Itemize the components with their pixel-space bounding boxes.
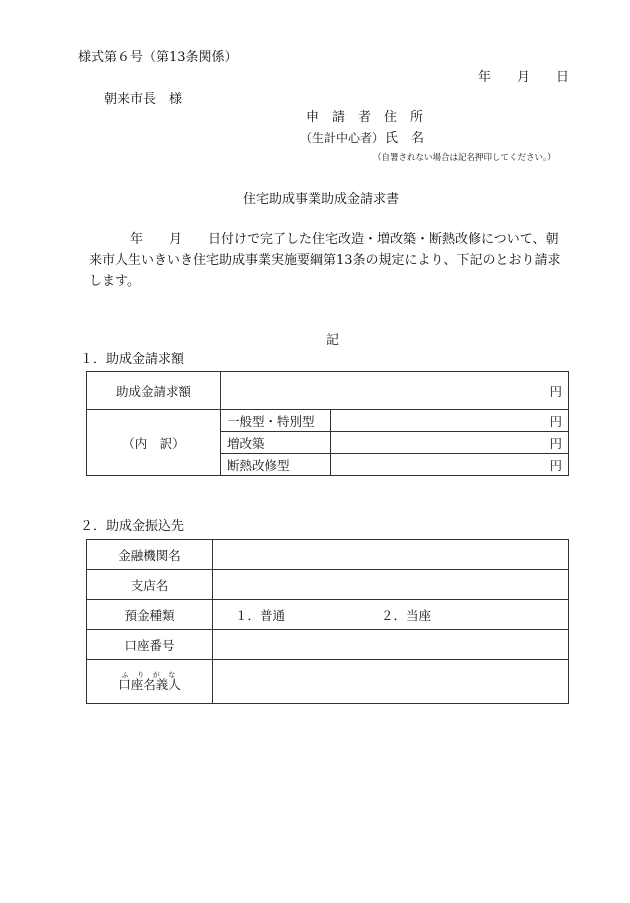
breakdown-item-label: 断熱改修型 — [221, 454, 331, 476]
branch-name-label: 支店名 — [87, 570, 213, 600]
deposit-option-current[interactable]: ２．当座 — [381, 607, 432, 623]
account-holder-label — [87, 660, 213, 704]
body-line-3: します。 — [89, 274, 140, 289]
section2-heading: ２．助成金振込先 — [80, 519, 185, 534]
account-holder-field[interactable] — [213, 660, 569, 704]
body-line-1: 年 月 日付けで完了した住宅改造・増改築・断熱改修について、朝 — [130, 232, 559, 247]
body-line-2: 来市人生いきいき住宅助成事業実施要綱第13条の規定により、下記のとおり請求 — [89, 253, 561, 268]
breakdown-item-amount[interactable]: 円 — [331, 432, 569, 454]
signature-note: （自署されない場合は記名押印してください。） — [373, 153, 556, 163]
applicant-address-label: 申 請 者 住 所 — [306, 110, 424, 125]
breakdown-item-amount[interactable]: 円 — [331, 454, 569, 476]
applicant-name-label: 氏 名 — [385, 131, 425, 146]
account-number-field[interactable] — [213, 630, 569, 660]
breakdown-item-label: 一般型・特別型 — [221, 410, 331, 432]
bank-name-label: 金融機関名 — [87, 540, 213, 570]
breakdown-item-label: 増改築 — [221, 432, 331, 454]
ki-marker: 記 — [326, 333, 340, 348]
bank-name-field[interactable] — [213, 540, 569, 570]
date-line: 年 月 日 — [478, 70, 570, 85]
transfer-table — [86, 539, 569, 704]
breakdown-item-amount[interactable]: 円 — [331, 410, 569, 432]
deposit-option-ordinary[interactable]: １．普通 — [235, 607, 286, 623]
deposit-type-label: 預金種類 — [87, 600, 213, 630]
deposit-type-field[interactable] — [213, 600, 569, 630]
document-title: 住宅助成事業助成金請求書 — [243, 192, 400, 207]
addressee: 朝来市長 様 — [104, 92, 183, 107]
form-number: 様式第６号（第13条関係） — [78, 50, 238, 65]
account-number-label: 口座番号 — [87, 630, 213, 660]
claim-amount-table — [86, 371, 569, 476]
branch-name-field[interactable] — [213, 570, 569, 600]
total-amount-cell[interactable]: 円 — [221, 372, 569, 410]
section1-heading: １．助成金請求額 — [80, 352, 185, 367]
account-holder-furigana: ふりがな — [118, 670, 181, 679]
applicant-role-label: （生計中心者） — [300, 131, 385, 145]
breakdown-label-cell: （内 訳） — [87, 410, 221, 476]
account-holder-text: 口座名義人 — [118, 676, 181, 692]
total-label-cell: 助成金請求額 — [87, 372, 221, 410]
